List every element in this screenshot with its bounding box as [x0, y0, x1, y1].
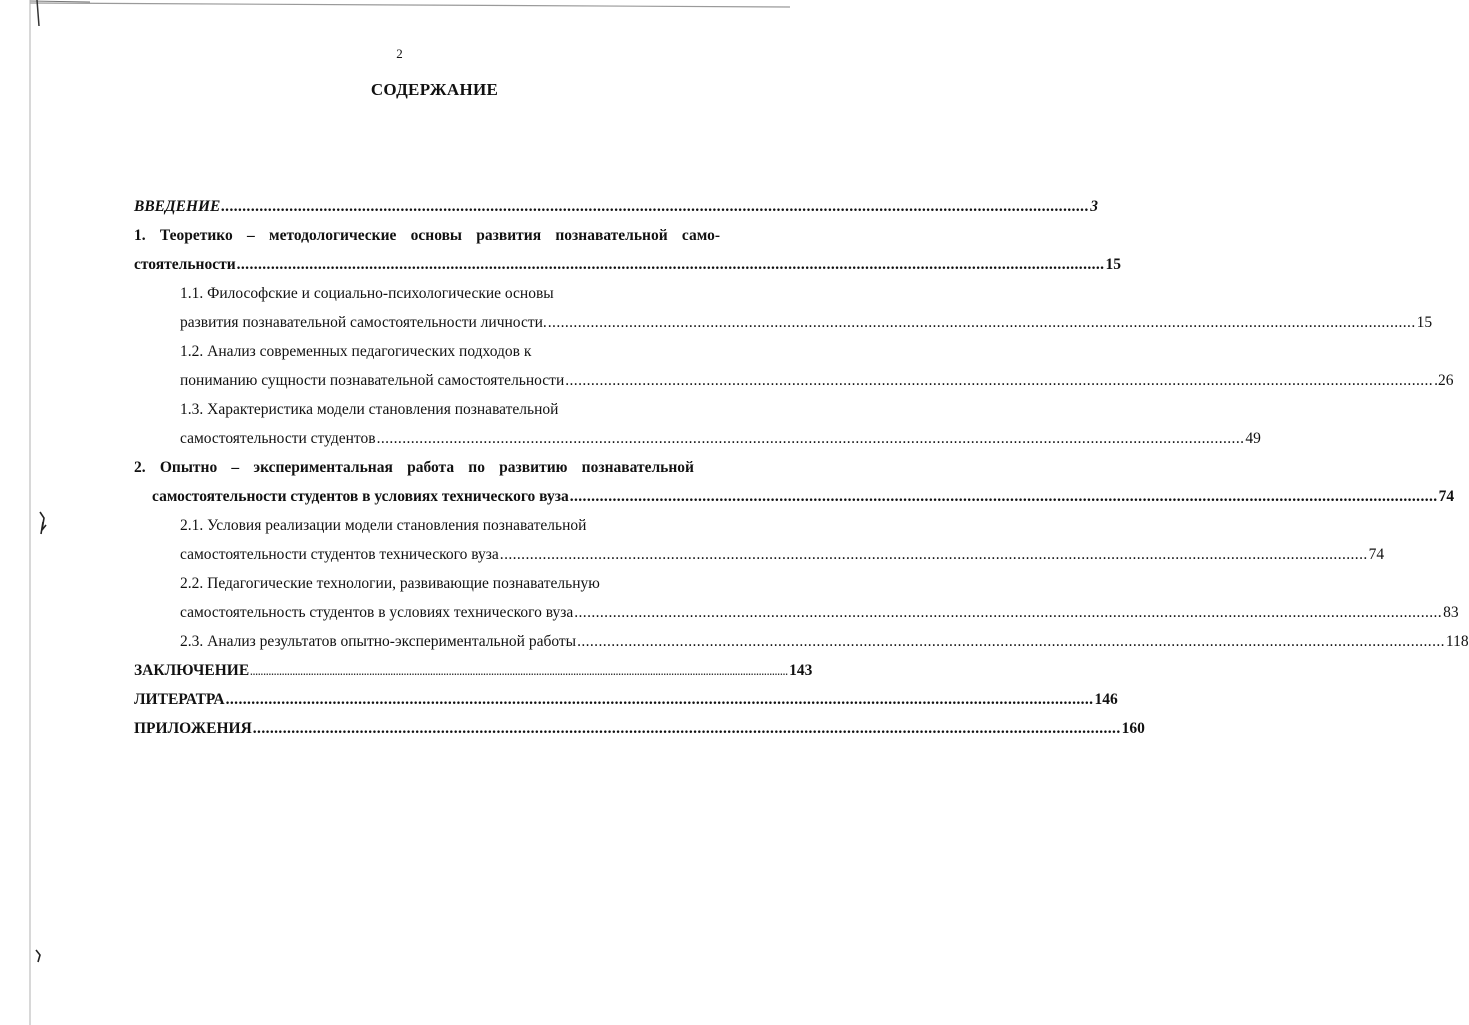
- page-number: 2: [396, 46, 403, 61]
- toc-chapter-1[interactable]: [134, 254, 1121, 276]
- toc-section-2-2-heading[interactable]: [180, 573, 600, 595]
- toc-section-1-3-heading[interactable]: [180, 399, 558, 421]
- toc-leader: ...........................................................................................................................................................................................................: [565, 372, 1434, 389]
- toc-entry-label: ВВЕДЕНИЕ: [134, 198, 221, 215]
- toc-page-number: 49: [1245, 430, 1261, 447]
- toc-leader: ...........................................................................................................................................................................................................: [574, 604, 1443, 621]
- toc-page-number: .26: [1434, 372, 1454, 389]
- toc-page-number: 15: [1416, 314, 1433, 331]
- toc-leader: ...........................................................................................................................................................................................................: [221, 198, 1090, 215]
- toc-chapter-2[interactable]: [152, 486, 1455, 508]
- toc-entry-label: 2. Опытно – экспериментальная работа по развитию познавательной: [134, 459, 694, 476]
- toc-leader: ...........................................................................................................................................................................................................: [577, 633, 1445, 650]
- toc-entry-appendix[interactable]: [134, 718, 1145, 740]
- toc-page-number: 83: [1443, 604, 1459, 621]
- toc-entry-label: стоятельности: [134, 256, 236, 273]
- toc-entry-label: самостоятельности студентов в условиях технического вуза: [152, 488, 569, 505]
- toc-leader: ...........................................................................................................................................................................................................: [499, 546, 1368, 563]
- toc-leader: ...........................................................................................................................................................................................................: [225, 691, 1094, 708]
- toc-leader: ...........................................................................................................................................................................................................: [376, 430, 1245, 447]
- toc-section-1-2-heading[interactable]: [180, 341, 531, 363]
- toc-leader: ...........................................................................................................................................................................................................: [547, 314, 1416, 331]
- toc-page-number: 74: [1438, 488, 1455, 505]
- toc-leader: ...........................................................................................................................................................................................................: [252, 720, 1121, 737]
- toc-entry-literature[interactable]: [134, 689, 1118, 711]
- toc-entry-label: 2.3. Анализ результатов опытно-экспериментальной работы: [180, 633, 577, 650]
- toc-entry-label: пониманию сущности познавательной самостоятельности: [180, 372, 565, 389]
- toc-section-2-1-heading[interactable]: [180, 515, 586, 537]
- toc-entry-label: ЗАКЛЮЧЕНИЕ: [134, 662, 250, 679]
- toc-section-1-1-heading[interactable]: [180, 283, 554, 305]
- toc-entry-label: 1.1. Философские и социально-психологические основы: [180, 285, 554, 302]
- toc-section-2-1[interactable]: [180, 544, 1385, 566]
- toc-page-number: 118: [1445, 633, 1469, 650]
- toc-entry-conclusion[interactable]: [134, 660, 813, 682]
- toc-section-1-2[interactable]: [180, 370, 1454, 392]
- toc-page-number: 146: [1094, 691, 1118, 708]
- toc-leader: ...........................................................................................................................................................................................................: [569, 488, 1438, 505]
- toc-entry-label: самостоятельность студентов в условиях технического вуза: [180, 604, 574, 621]
- toc-entry-label: ПРИЛОЖЕНИЯ: [134, 720, 252, 737]
- toc-page-number: 74: [1368, 546, 1385, 563]
- toc-entry-label: самостоятельности студентов технического вуза: [180, 546, 499, 563]
- toc-entry-label: развития познавательной самостоятельности личности.: [180, 314, 547, 331]
- toc-entry-label: 1. Теоретико – методологические основы развития познавательной само-: [134, 227, 720, 244]
- toc-page-number: 3: [1090, 198, 1098, 215]
- toc-entry-label: ЛИТЕРАТРА: [134, 691, 225, 708]
- toc-page-number: 160: [1121, 720, 1145, 737]
- toc-entry-label: 1.3. Характеристика модели становления познавательной: [180, 401, 559, 418]
- toc-section-2-3[interactable]: [180, 631, 1469, 653]
- toc-entry-introduction[interactable]: [134, 196, 1098, 218]
- toc-section-1-1[interactable]: [180, 312, 1433, 334]
- toc-page-number: 15: [1105, 256, 1121, 273]
- toc-leader: ...........................................................................................................................................................................................................: [250, 667, 789, 677]
- toc-chapter-2-heading[interactable]: [134, 457, 694, 479]
- toc-chapter-1-heading[interactable]: [134, 225, 720, 247]
- toc-entry-label: 1.2. Анализ современных педагогических подходов к: [180, 343, 532, 360]
- toc-page-number: 143: [789, 662, 813, 679]
- page-title: СОДЕРЖАНИЕ: [370, 80, 499, 99]
- toc-entry-label: 2.1. Условия реализации модели становления познавательной: [180, 517, 587, 534]
- toc-entry-label: самостоятельности студентов: [180, 430, 376, 447]
- toc-entry-label: 2.2. Педагогические технологии, развивающие познавательную: [180, 575, 600, 592]
- toc-leader: ...........................................................................................................................................................................................................: [236, 256, 1105, 273]
- toc-section-1-3[interactable]: [180, 428, 1261, 450]
- toc-section-2-2[interactable]: [180, 602, 1459, 624]
